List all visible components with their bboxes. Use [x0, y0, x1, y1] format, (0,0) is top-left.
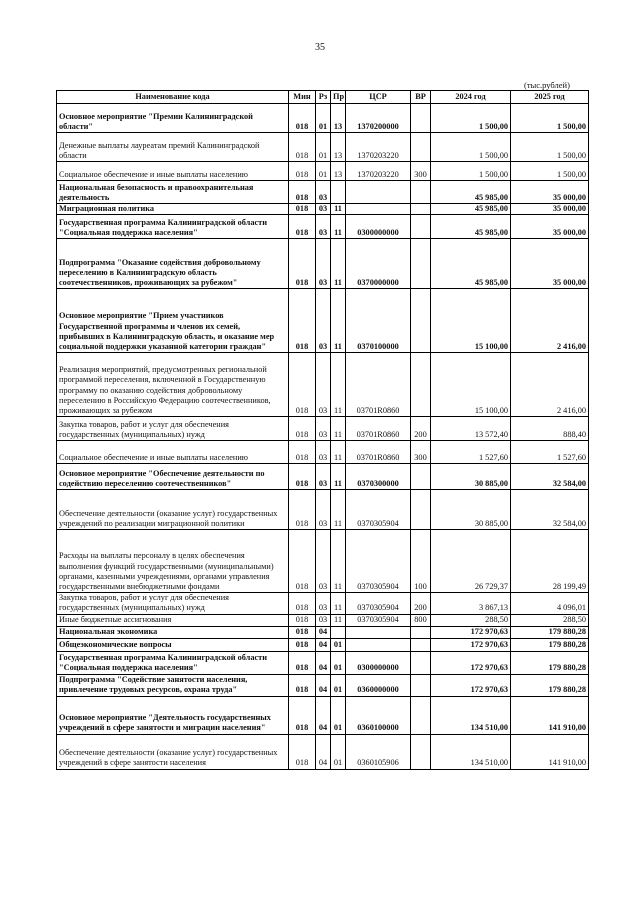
- cell-rz: 03: [316, 289, 331, 353]
- cell-pr: 13: [331, 162, 346, 181]
- cell-rz: 03: [316, 215, 331, 239]
- cell-vr: [411, 353, 431, 417]
- cell-min: 018: [289, 638, 316, 651]
- cell-pr: 01: [331, 696, 346, 734]
- cell-pr: 11: [331, 417, 346, 441]
- cell-2024: 45 985,00: [431, 204, 511, 215]
- cell-name: Закупка товаров, работ и услуг для обеспечения государственных (муниципальных) нужд: [57, 593, 289, 614]
- cell-2025: 35 000,00: [511, 239, 589, 289]
- cell-2025: 28 199,49: [511, 530, 589, 593]
- cell-pr: 11: [331, 614, 346, 626]
- cell-csr: 0370300000: [346, 464, 411, 490]
- cell-min: 018: [289, 215, 316, 239]
- cell-vr: [411, 696, 431, 734]
- cell-pr: 11: [331, 289, 346, 353]
- cell-2024: 1 500,00: [431, 104, 511, 133]
- cell-rz: 03: [316, 353, 331, 417]
- cell-vr: [411, 204, 431, 215]
- cell-vr: 200: [411, 417, 431, 441]
- cell-vr: [411, 651, 431, 674]
- cell-2024: 134 510,00: [431, 696, 511, 734]
- cell-name: Обеспечение деятельности (оказание услуг) государственных учреждений по реализации миграционной политики: [57, 490, 289, 530]
- cell-min: 018: [289, 734, 316, 769]
- cell-2024: 15 100,00: [431, 353, 511, 417]
- cell-name: Денежные выплаты лауреатам премий Калининградской области: [57, 133, 289, 162]
- table-row: [57, 289, 589, 353]
- cell-2025: 1 500,00: [511, 133, 589, 162]
- table-row: [57, 530, 589, 593]
- cell-2025: 32 584,00: [511, 490, 589, 530]
- cell-2025: 1 500,00: [511, 162, 589, 181]
- cell-vr: 100: [411, 530, 431, 593]
- cell-2025: 888,40: [511, 417, 589, 441]
- cell-pr: 01: [331, 638, 346, 651]
- budget-table: [56, 90, 589, 770]
- cell-csr: 03701R0860: [346, 417, 411, 441]
- cell-2024: 15 100,00: [431, 289, 511, 353]
- cell-name: Социальное обеспечение и иные выплаты населению: [57, 162, 289, 181]
- cell-rz: 04: [316, 651, 331, 674]
- cell-min: 018: [289, 626, 316, 638]
- table-row: [57, 464, 589, 490]
- table-row: [57, 417, 589, 441]
- cell-rz: 04: [316, 734, 331, 769]
- cell-csr: [346, 638, 411, 651]
- cell-pr: [331, 626, 346, 638]
- table-row: [57, 674, 589, 696]
- cell-name: Государственная программа Калининградской области "Социальная поддержка населения": [57, 651, 289, 674]
- cell-csr: 03701R0860: [346, 441, 411, 464]
- table-row: [57, 353, 589, 417]
- cell-min: 018: [289, 651, 316, 674]
- cell-name: Основное мероприятие "Премии Калининградской области": [57, 104, 289, 133]
- cell-name: Подпрограмма "Содействие занятости населения, привлечение трудовых ресурсов, охрана труда": [57, 674, 289, 696]
- cell-min: 018: [289, 490, 316, 530]
- cell-rz: 03: [316, 441, 331, 464]
- cell-csr: [346, 204, 411, 215]
- cell-name: Подпрограмма "Оказание содействия добровольному переселению в Калининградскую область соотечественников, проживающих за рубежом": [57, 239, 289, 289]
- cell-csr: 0370305904: [346, 593, 411, 614]
- cell-csr: 0370000000: [346, 239, 411, 289]
- cell-min: 018: [289, 289, 316, 353]
- cell-2025: 288,50: [511, 614, 589, 626]
- units-label: (тыс.рублей): [524, 80, 570, 90]
- cell-csr: 0370305904: [346, 614, 411, 626]
- cell-2024: 30 885,00: [431, 490, 511, 530]
- cell-name: Основное мероприятие "Прием участников Государственной программы и членов их семей, прибывших в Калининградскую область, и оказание мер социальной поддержки указанной категории граждан": [57, 289, 289, 353]
- cell-vr: 200: [411, 593, 431, 614]
- cell-pr: 11: [331, 204, 346, 215]
- cell-min: 018: [289, 181, 316, 204]
- header-name: Наименование кода: [57, 91, 289, 104]
- cell-2024: 45 985,00: [431, 239, 511, 289]
- cell-csr: 0360100000: [346, 696, 411, 734]
- cell-vr: 800: [411, 614, 431, 626]
- cell-name: Основное мероприятие "Деятельность государственных учреждений в сфере занятости и миграции населения": [57, 696, 289, 734]
- cell-min: 018: [289, 204, 316, 215]
- table-row: [57, 734, 589, 769]
- cell-vr: [411, 674, 431, 696]
- cell-vr: [411, 464, 431, 490]
- cell-name: Реализация мероприятий, предусмотренных региональной программой переселения, включенной в Государственную программу по оказанию содействия добровольному переселению в Российскую Федерацию соотечественников, проживающих за рубежом: [57, 353, 289, 417]
- cell-rz: 04: [316, 696, 331, 734]
- cell-vr: [411, 215, 431, 239]
- cell-2024: 172 970,63: [431, 626, 511, 638]
- table-row: [57, 638, 589, 651]
- cell-pr: [331, 181, 346, 204]
- cell-rz: 01: [316, 162, 331, 181]
- cell-2024: 26 729,37: [431, 530, 511, 593]
- cell-name: Иные бюджетные ассигнования: [57, 614, 289, 626]
- table-row: [57, 204, 589, 215]
- cell-2025: 179 880,28: [511, 626, 589, 638]
- cell-min: 018: [289, 464, 316, 490]
- header-2024: 2024 год: [431, 91, 511, 104]
- cell-2024: 1 527,60: [431, 441, 511, 464]
- cell-min: 018: [289, 239, 316, 289]
- header-csr: ЦСР: [346, 91, 411, 104]
- cell-2025: 2 416,00: [511, 289, 589, 353]
- table-row: [57, 441, 589, 464]
- cell-min: 018: [289, 530, 316, 593]
- cell-vr: [411, 181, 431, 204]
- table-row: [57, 162, 589, 181]
- header-2025: 2025 год: [511, 91, 589, 104]
- cell-min: 018: [289, 133, 316, 162]
- cell-pr: 11: [331, 239, 346, 289]
- cell-csr: [346, 181, 411, 204]
- cell-2025: 35 000,00: [511, 181, 589, 204]
- cell-name: Государственная программа Калининградской области "Социальная поддержка населения": [57, 215, 289, 239]
- cell-vr: [411, 490, 431, 530]
- cell-pr: 11: [331, 530, 346, 593]
- cell-pr: 11: [331, 353, 346, 417]
- cell-rz: 01: [316, 133, 331, 162]
- cell-name: Обеспечение деятельности (оказание услуг) государственных учреждений в сфере занятости населения: [57, 734, 289, 769]
- cell-min: 018: [289, 614, 316, 626]
- cell-name: Общеэкономические вопросы: [57, 638, 289, 651]
- cell-2025: 1 527,60: [511, 441, 589, 464]
- cell-vr: [411, 104, 431, 133]
- cell-2024: 1 500,00: [431, 133, 511, 162]
- cell-csr: [346, 626, 411, 638]
- cell-min: 018: [289, 162, 316, 181]
- cell-name: Миграционная политика: [57, 204, 289, 215]
- table-row: [57, 696, 589, 734]
- cell-2024: 3 867,13: [431, 593, 511, 614]
- cell-2025: 32 584,00: [511, 464, 589, 490]
- header-min: Мин: [289, 91, 316, 104]
- cell-2024: 172 970,63: [431, 674, 511, 696]
- cell-rz: 03: [316, 464, 331, 490]
- cell-rz: 03: [316, 239, 331, 289]
- header-vr: ВР: [411, 91, 431, 104]
- cell-2024: 288,50: [431, 614, 511, 626]
- cell-csr: 1370200000: [346, 104, 411, 133]
- cell-2025: 141 910,00: [511, 696, 589, 734]
- cell-2025: 4 096,01: [511, 593, 589, 614]
- cell-rz: 04: [316, 638, 331, 651]
- cell-rz: 03: [316, 490, 331, 530]
- cell-rz: 04: [316, 674, 331, 696]
- cell-vr: 300: [411, 162, 431, 181]
- table-header-row: [57, 91, 589, 104]
- cell-name: Расходы на выплаты персоналу в целях обеспечения выполнения функций государственными (муниципальными) органами, казенными учреждениями, органами управления государственными внебюджетными фондами: [57, 530, 289, 593]
- cell-min: 018: [289, 696, 316, 734]
- cell-rz: 03: [316, 614, 331, 626]
- cell-csr: 0300000000: [346, 215, 411, 239]
- cell-pr: 13: [331, 133, 346, 162]
- cell-2025: 179 880,28: [511, 651, 589, 674]
- cell-vr: [411, 638, 431, 651]
- table-row: [57, 104, 589, 133]
- cell-pr: 01: [331, 651, 346, 674]
- cell-2024: 172 970,63: [431, 638, 511, 651]
- cell-min: 018: [289, 104, 316, 133]
- cell-name: Основное мероприятие "Обеспечение деятельности по содействию переселению соотечественников": [57, 464, 289, 490]
- cell-csr: 0370305904: [346, 530, 411, 593]
- table-row: [57, 651, 589, 674]
- table-row: [57, 215, 589, 239]
- cell-2025: 141 910,00: [511, 734, 589, 769]
- cell-pr: 01: [331, 674, 346, 696]
- cell-pr: 11: [331, 490, 346, 530]
- table-row: [57, 593, 589, 614]
- cell-vr: [411, 289, 431, 353]
- cell-csr: 1370203220: [346, 162, 411, 181]
- cell-pr: 11: [331, 593, 346, 614]
- cell-name: Национальная экономика: [57, 626, 289, 638]
- cell-2025: 1 500,00: [511, 104, 589, 133]
- cell-csr: 0300000000: [346, 651, 411, 674]
- cell-name: Закупка товаров, работ и услуг для обеспечения государственных (муниципальных) нужд: [57, 417, 289, 441]
- cell-rz: 03: [316, 417, 331, 441]
- cell-csr: 0360000000: [346, 674, 411, 696]
- cell-pr: 13: [331, 104, 346, 133]
- cell-rz: 04: [316, 626, 331, 638]
- table-body: [57, 104, 589, 770]
- cell-min: 018: [289, 593, 316, 614]
- cell-csr: 0370305904: [346, 490, 411, 530]
- cell-2024: 1 500,00: [431, 162, 511, 181]
- header-pr: Пр: [331, 91, 346, 104]
- table-row: [57, 181, 589, 204]
- cell-2025: 179 880,28: [511, 674, 589, 696]
- cell-2024: 172 970,63: [431, 651, 511, 674]
- cell-2024: 134 510,00: [431, 734, 511, 769]
- cell-min: 018: [289, 674, 316, 696]
- table-row: [57, 490, 589, 530]
- page-number: 35: [315, 42, 325, 53]
- cell-min: 018: [289, 353, 316, 417]
- cell-csr: 0370100000: [346, 289, 411, 353]
- cell-csr: 1370203220: [346, 133, 411, 162]
- cell-2025: 179 880,28: [511, 638, 589, 651]
- cell-rz: 03: [316, 593, 331, 614]
- cell-2024: 13 572,40: [431, 417, 511, 441]
- cell-csr: 0360105906: [346, 734, 411, 769]
- table-row: [57, 626, 589, 638]
- cell-2024: 30 885,00: [431, 464, 511, 490]
- header-rz: Рз: [316, 91, 331, 104]
- cell-2025: 35 000,00: [511, 215, 589, 239]
- cell-vr: [411, 239, 431, 289]
- cell-rz: 01: [316, 104, 331, 133]
- cell-rz: 03: [316, 181, 331, 204]
- cell-name: Социальное обеспечение и иные выплаты населению: [57, 441, 289, 464]
- cell-pr: 11: [331, 215, 346, 239]
- cell-2024: 45 985,00: [431, 181, 511, 204]
- cell-rz: 03: [316, 530, 331, 593]
- cell-vr: [411, 133, 431, 162]
- cell-csr: 03701R0860: [346, 353, 411, 417]
- cell-pr: 01: [331, 734, 346, 769]
- table-row: [57, 614, 589, 626]
- cell-pr: 11: [331, 441, 346, 464]
- cell-pr: 11: [331, 464, 346, 490]
- cell-min: 018: [289, 417, 316, 441]
- cell-name: Национальная безопасность и правоохранительная деятельность: [57, 181, 289, 204]
- cell-vr: 300: [411, 441, 431, 464]
- cell-rz: 03: [316, 204, 331, 215]
- table-row: [57, 239, 589, 289]
- cell-min: 018: [289, 441, 316, 464]
- cell-2024: 45 985,00: [431, 215, 511, 239]
- cell-vr: [411, 626, 431, 638]
- cell-2025: 2 416,00: [511, 353, 589, 417]
- cell-vr: [411, 734, 431, 769]
- cell-2025: 35 000,00: [511, 204, 589, 215]
- table-row: [57, 133, 589, 162]
